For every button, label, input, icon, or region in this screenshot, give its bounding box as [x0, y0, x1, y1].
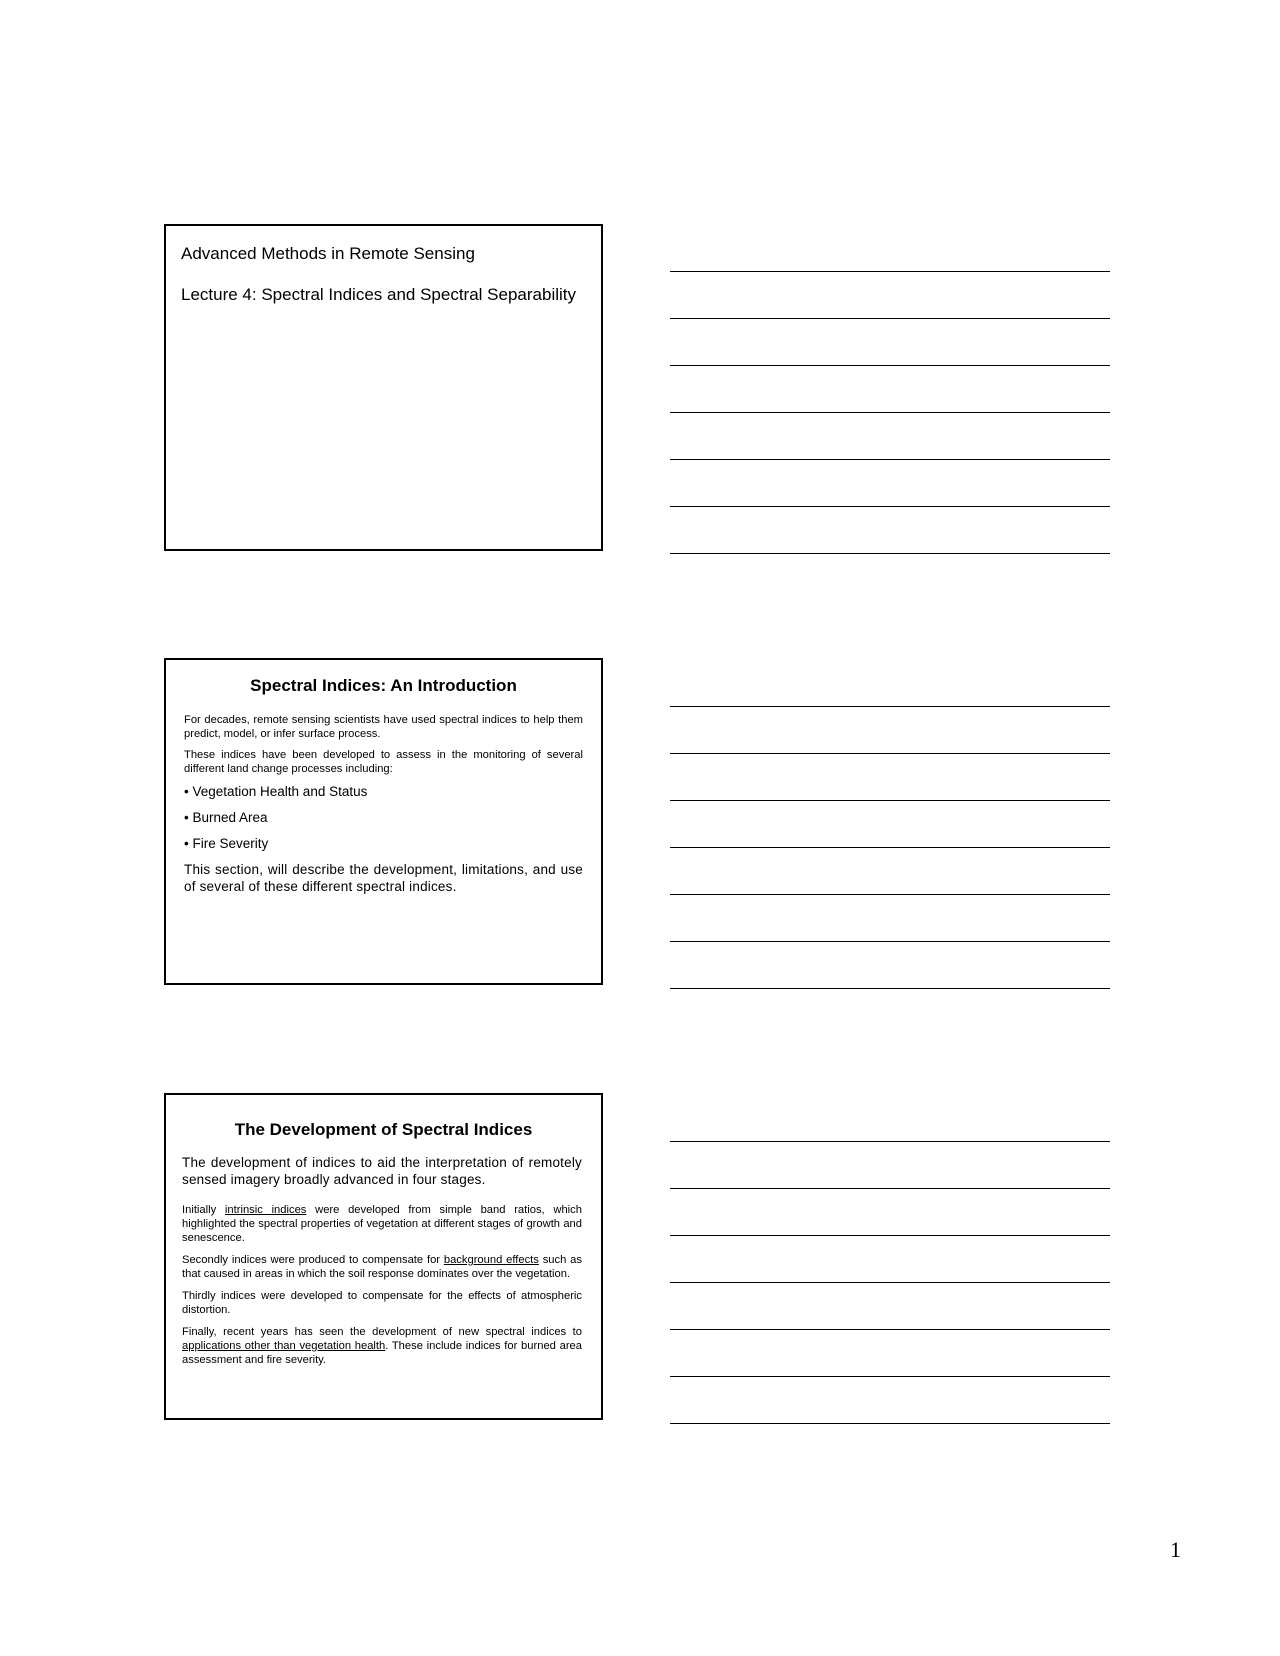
note-line — [670, 365, 1110, 366]
underlined-term: intrinsic indices — [224, 1204, 307, 1216]
note-line — [670, 941, 1110, 942]
note-line — [670, 894, 1110, 895]
text: such as that caused in areas in which the soil response dominates over the vegetation. — [182, 1254, 582, 1280]
note-line — [670, 753, 1110, 754]
bullet-item: • Fire Severity — [184, 836, 269, 851]
slide-body — [184, 713, 583, 903]
paragraph — [182, 1203, 582, 1245]
note-line — [670, 800, 1110, 801]
paragraph — [182, 1253, 582, 1281]
note-line — [670, 506, 1110, 507]
text: . These include indices for burned area assessment and fire severity. — [182, 1340, 582, 1366]
bullet-item: • Burned Area — [184, 810, 268, 825]
text: were developed from simple band ratios, which highlighted the spectral properties of vegetation at different stages of growth and senescence. — [182, 1204, 582, 1244]
paragraph: These indices have been developed to assess in the monitoring of several different land change processes including: — [184, 749, 583, 775]
underlined-term: applications other than vegetation health — [182, 1340, 386, 1352]
note-line — [670, 847, 1110, 848]
note-line — [670, 1282, 1110, 1283]
note-line — [670, 706, 1110, 707]
note-line — [670, 1329, 1110, 1330]
note-line — [670, 1188, 1110, 1189]
lecture-title: Lecture 4: Spectral Indices and Spectral Separability — [181, 285, 577, 304]
underlined-term: background effects — [443, 1254, 539, 1266]
slide-body — [182, 1154, 582, 1375]
course-title: Advanced Methods in Remote Sensing — [181, 244, 475, 263]
note-line — [670, 1376, 1110, 1377]
bullet-item: • Vegetation Health and Status — [184, 784, 368, 799]
page-number: 1 — [1170, 1537, 1181, 1562]
paragraph: For decades, remote sensing scientists have used spectral indices to help them predict, model, or infer surface process. — [184, 714, 583, 740]
paragraph — [182, 1325, 582, 1367]
note-line — [670, 412, 1110, 413]
slide-title: The Development of Spectral Indices — [234, 1120, 533, 1139]
text: Initially — [182, 1204, 225, 1216]
text: Finally, recent years has seen the development of new spectral indices to — [182, 1326, 582, 1338]
note-line — [670, 459, 1110, 460]
note-line — [670, 988, 1110, 989]
paragraph: The development of indices to aid the interpretation of remotely sensed imagery broadly advanced in four stages. — [182, 1155, 582, 1187]
paragraph: Thirdly indices were developed to compensate for the effects of atmospheric distortion. — [182, 1290, 582, 1316]
note-line — [670, 553, 1110, 554]
slide-1 — [164, 224, 603, 551]
note-line — [670, 318, 1110, 319]
slide-2 — [164, 658, 603, 985]
slide-3 — [164, 1093, 603, 1420]
text: Secondly indices were produced to compensate for — [182, 1254, 444, 1266]
note-line — [670, 1141, 1110, 1142]
note-line — [670, 1235, 1110, 1236]
slide-title: Spectral Indices: An Introduction — [250, 676, 517, 695]
note-line — [670, 271, 1110, 272]
paragraph: This section, will describe the development, limitations, and use of several of these different spectral indices. — [184, 862, 583, 894]
note-line — [670, 1423, 1110, 1424]
